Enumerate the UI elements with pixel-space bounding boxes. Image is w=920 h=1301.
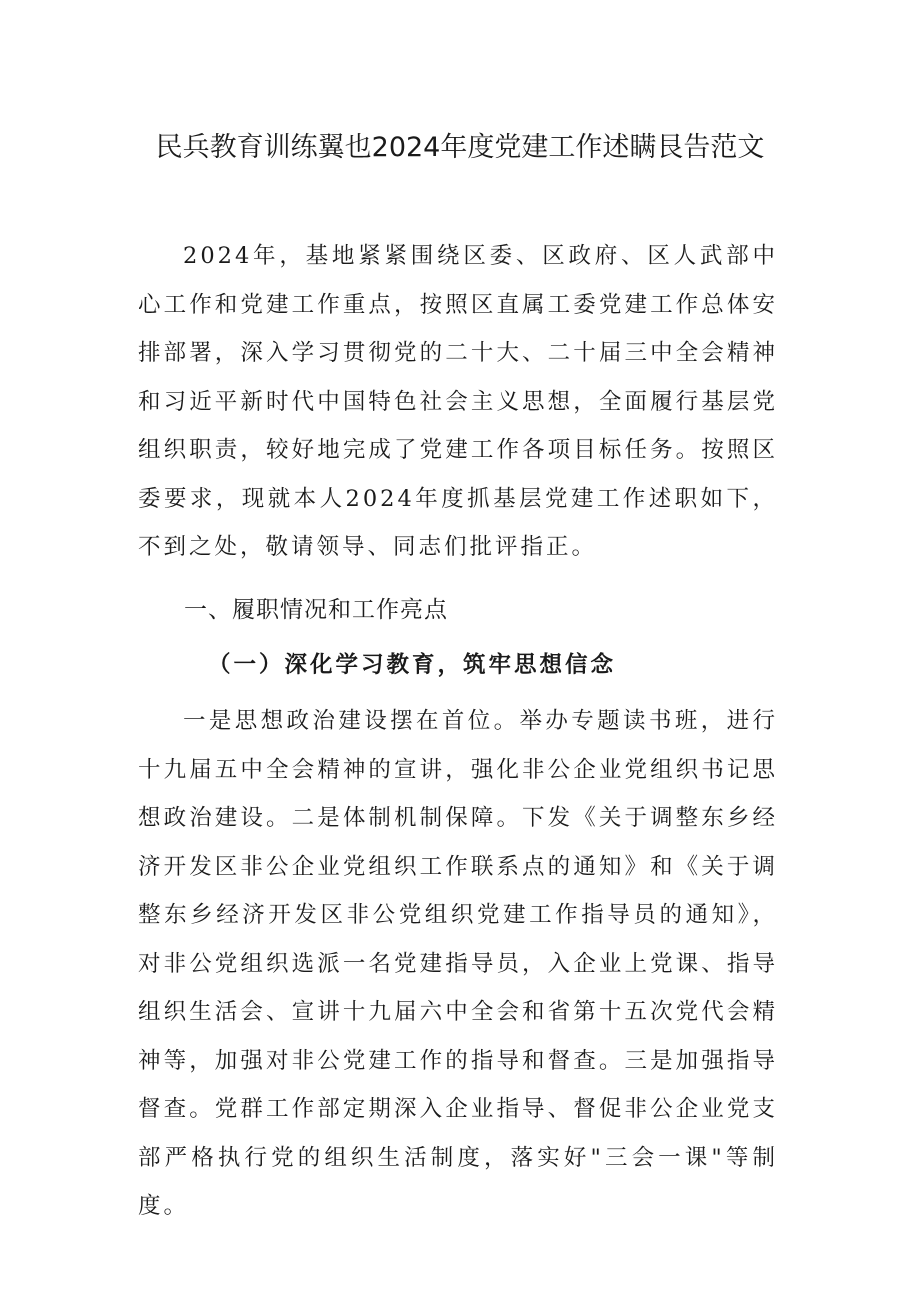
body-paragraph: 一是思想政治建设摆在首位。举办专题读书班，进行十九届五中全会精神的宣讲，强化非公企业党组织书记思想政治建设。二是体制机制保障。下发《关于调整东乡经济开发区非公企业党组织工作联系点的通知》和《关于调整东乡经济开发区非公党组织党建工作指导员的通知》，对非公党组织选派一名党建指导员，入企业上党课、指导组织生活会、宣讲十九届六中全会和省第十五次党代会精神等，加强对非公党建工作的指导和督查。三是加强指导督查。党群工作部定期深入企业指导、督促非公企业党支部严格执行党的组织生活制度，落实好"三会一课"等制度。 (138, 708, 778, 1219)
intro-paragraph: 2024年，基地紧紧围绕区委、区政府、区人武部中心工作和党建工作重点，按照区直属工委党建工作总体安排部署，深入学习贯彻党的二十大、二十届三中全会精神和习近平新时代中国特色社会主义思想，全面履行基层党组织职责，较好地完成了党建工作各项目标任务。按照区委要求，现就本人2024年度抓基层党建工作述职如下，不到之处，敬请领导、同志们批评指正。 (138, 243, 778, 560)
sub-heading: （一）深化学习教育，筑牢思想信念 (208, 652, 617, 678)
document-title: 民兵教育训练翼也2024年度党建工作述瞒艮告范文 (155, 132, 765, 163)
section-heading: 一、履职情况和工作亮点 (184, 597, 448, 623)
